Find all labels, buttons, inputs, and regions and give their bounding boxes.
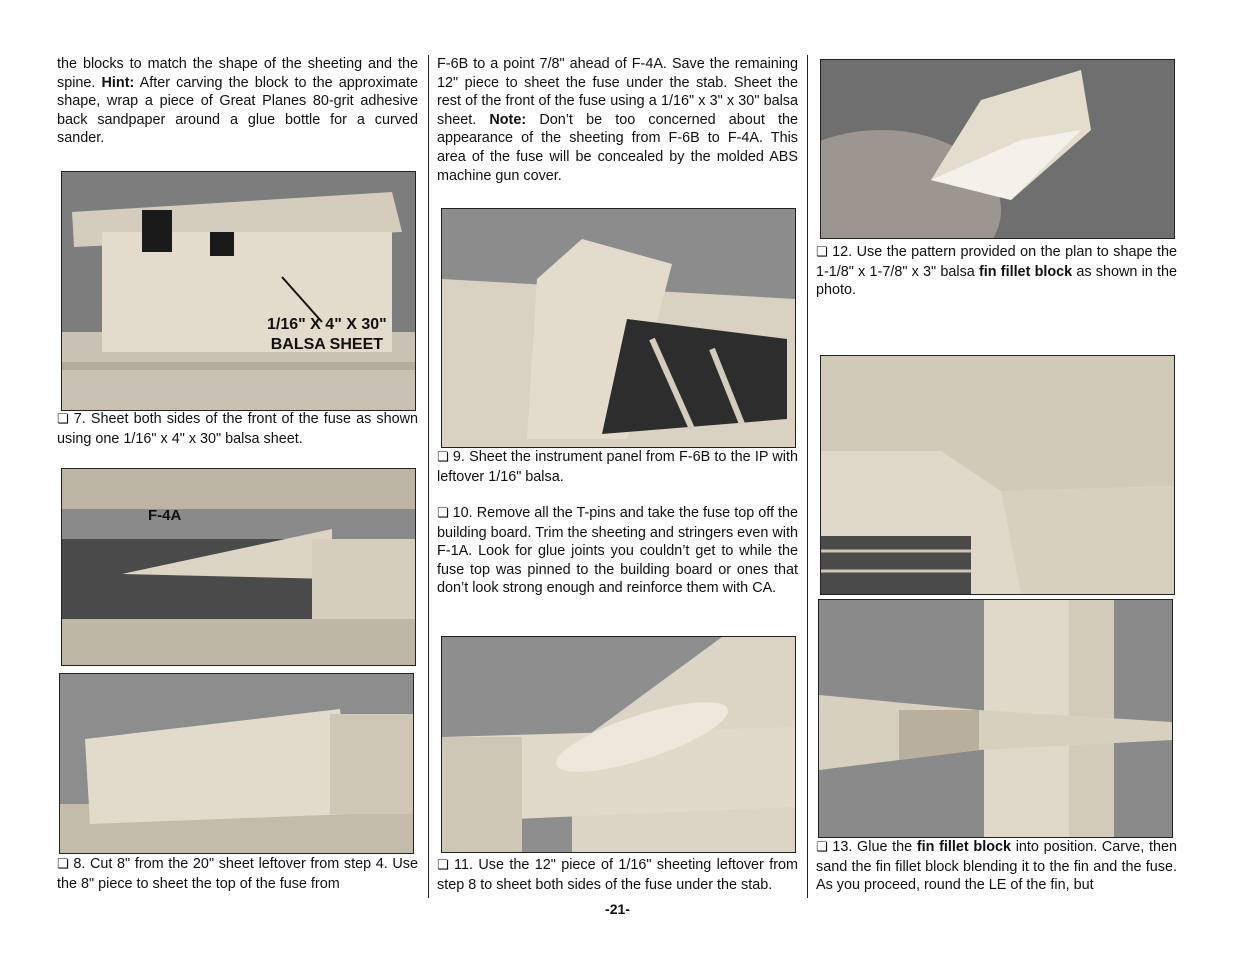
step13-text-a: 13. Glue the xyxy=(827,839,917,855)
step7-caption xyxy=(57,410,418,448)
page-number: -21- xyxy=(605,901,630,917)
photo-fuse-top-sheeted xyxy=(59,673,414,854)
checkbox-icon[interactable]: ❏ xyxy=(437,450,449,465)
col1-intro-paragraph xyxy=(57,55,418,148)
step8-text: 8. Cut 8" from the 20" sheet leftover from step 4. Use the 8" piece to sheet the top of the fuse from xyxy=(57,856,418,892)
checkbox-icon[interactable]: ❏ xyxy=(57,412,69,427)
col2-intro-text-b: Don’t be too concerned about the appearance of the sheeting from F-6B to F-4A. This area of the fuse will be concealed by the molded ABS machine gun cover. xyxy=(437,111,798,184)
step12-text-a: 12. Use the pattern provided on the plan to shape the 1-1/8" x 1-7/8" x 3" balsa xyxy=(816,244,1177,280)
step8-caption xyxy=(57,855,418,893)
step11-text: 11. Use the 12" piece of 1/16" sheeting leftover from step 8 to sheet both sides of the fuse under the stab. xyxy=(437,857,798,893)
photo2-callout-f4a: F-4A xyxy=(148,507,182,524)
col2-intro-paragraph xyxy=(437,55,798,185)
step13-text-b: into position. Carve, then sand the fin fillet block blending it to the fin and the fuse. As you proceed, round the LE of the fin, but xyxy=(816,839,1177,894)
step10-text: 10. Remove all the T-pins and take the fuse top off the building board. Trim the sheeting and stringers even with F-1A. Look for glue joints you couldn’t get to while the fuse top was pinned to the building board or ones that don’t look strong enough and reinforce them with CA. xyxy=(437,505,798,597)
photo1-callout-dimension: 1/16" X 4" X 30" xyxy=(267,316,387,333)
step13-caption xyxy=(816,838,1177,895)
checkbox-icon[interactable]: ❏ xyxy=(816,840,828,855)
checkbox-icon[interactable]: ❏ xyxy=(57,857,69,872)
checkbox-icon[interactable]: ❏ xyxy=(816,245,828,260)
step9-caption xyxy=(437,448,798,486)
photo-fin-fillet-side xyxy=(820,355,1175,595)
step11-caption xyxy=(437,856,798,894)
step12-caption xyxy=(816,243,1177,300)
col2-intro-text-a: F-6B to a point 7/8" ahead of F-4A. Save the remaining 12" piece to sheet the fuse under the stab. Sheet the rest of the front of the fuse using a 1/16" x 3" x 30" balsa sheet. xyxy=(437,56,798,128)
photo-fin-fillet-block xyxy=(820,59,1175,239)
photo-fuse-under-stab xyxy=(441,636,796,853)
photo-fuse-side-sheeting xyxy=(61,171,416,411)
column-divider-right xyxy=(807,55,808,898)
col1-intro-text-a: the blocks to match the shape of the sheeting and the spine. xyxy=(57,56,418,91)
step9-text: 9. Sheet the instrument panel from F-6B to the IP with leftover 1/16" balsa. xyxy=(437,449,798,485)
photo1-callout-material: BALSA SHEET xyxy=(270,336,384,353)
col1-intro-text-b: After carving the block to the approximate shape, wrap a piece of Great Planes 80-grit adhesive back sandpaper around a glue bottle for a curved sander. xyxy=(57,74,418,147)
step7-text: 7. Sheet both sides of the front of the fuse as shown using one 1/16" x 4" x 30" balsa sheet. xyxy=(57,411,418,447)
checkbox-icon[interactable]: ❏ xyxy=(437,858,449,873)
step12-bold-term: fin fillet block xyxy=(978,263,1073,280)
photo-instrument-panel xyxy=(441,208,796,448)
checkbox-icon[interactable]: ❏ xyxy=(437,506,449,521)
column-divider-left xyxy=(428,55,429,898)
note-label: Note: xyxy=(489,111,527,128)
hint-label: Hint: xyxy=(101,74,135,91)
step13-bold-term: fin fillet block xyxy=(916,839,1012,855)
photo-f4a-top-sheeting xyxy=(61,468,416,666)
photo1-callout xyxy=(267,315,387,355)
step12-text-b: as shown in the photo. xyxy=(816,263,1177,299)
step10-caption xyxy=(437,504,798,598)
photo-fin-fillet-top xyxy=(818,599,1173,838)
